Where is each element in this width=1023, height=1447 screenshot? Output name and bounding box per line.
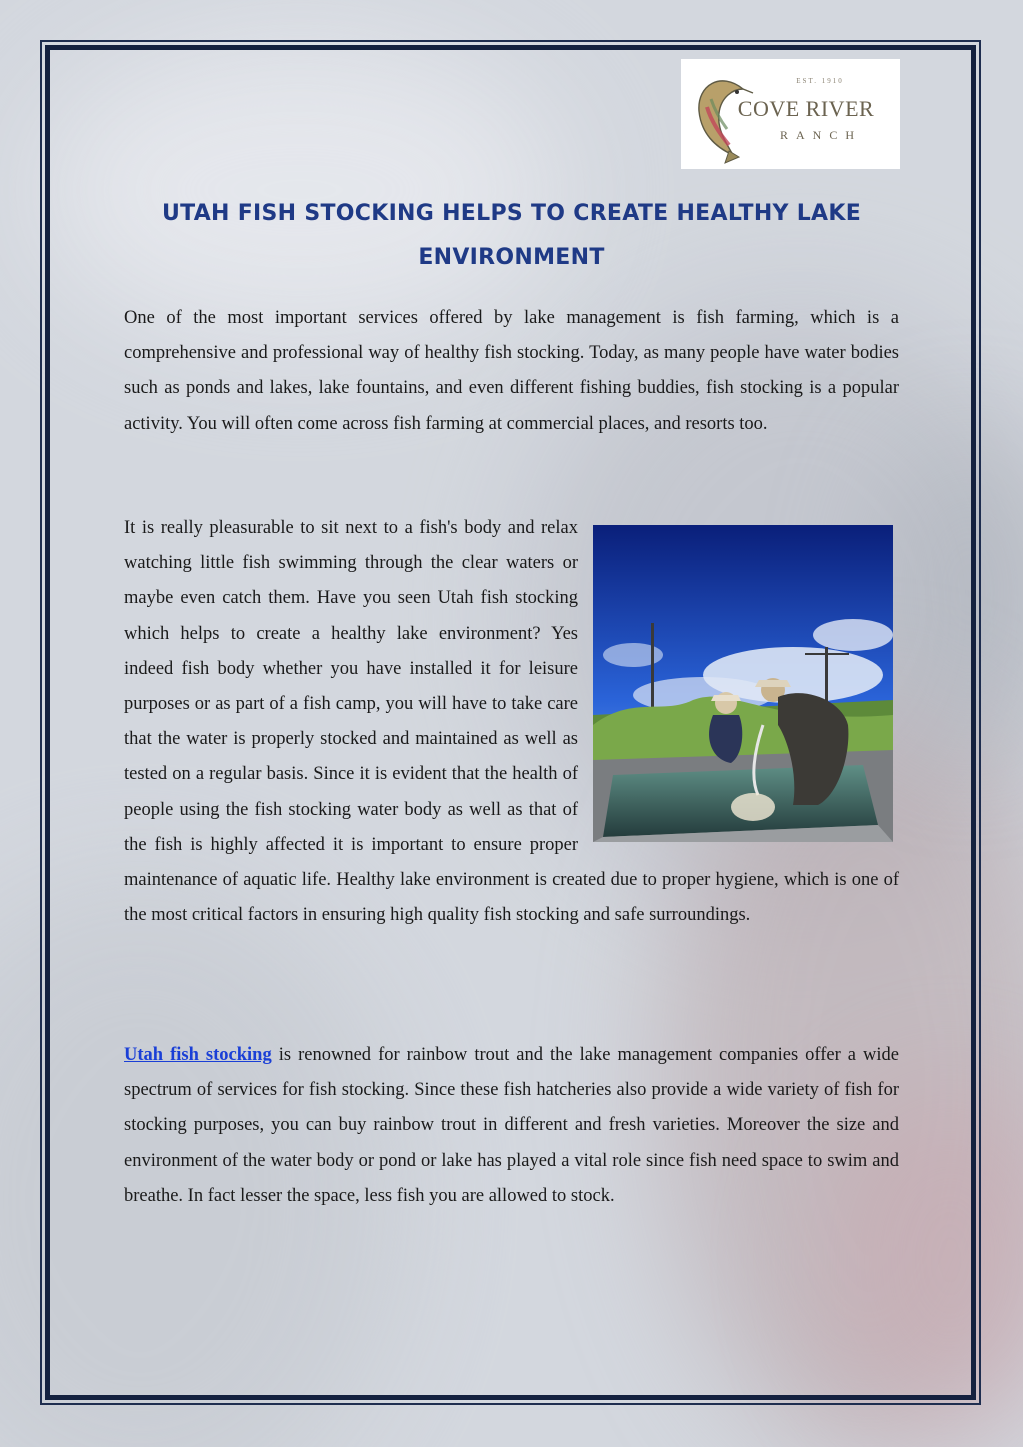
logo-brand-name: COVE RIVER xyxy=(737,96,875,121)
cove-river-ranch-logo xyxy=(681,59,900,169)
article-title: UTAH FISH STOCKING HELPS TO CREATE HEALTHY LAKE ENVIRONMENT xyxy=(161,201,862,270)
paragraph-rainbow-trout-text: is renowned for rainbow trout and the lake management companies offer a wide spectrum of services for fish stocking. Since these fish hatcheries also provide a wide variety of fish for stocking purposes, you can buy rainbow trout in different and fresh varieties. Moreover the size and environment of the water body or pond or lake has played a vital role since fish need space to swim and breathe. In fact lesser the space, less fish you are allowed to stock. xyxy=(124,1045,900,1206)
paragraph-intro: One of the most important services offered by lake management is fish farming, which is a comprehensive and professional way of healthy fish stocking. Today, as many people have water bodies such as ponds and lakes, lake fountains, and even different fishing buddies, fish stocking is a popular activity. You will often come across fish farming at commercial places, and resorts too. xyxy=(124,308,899,434)
paragraph-lake-environment xyxy=(124,511,899,933)
logo-established: EST. 1910 xyxy=(796,77,844,85)
paragraph-lake-environment-text: It is really pleasurable to sit next to a fish's body and relax watching little fish swimming through the clear waters or maybe even catch them. Have you seen Utah fish stocking which helps to create a healthy lake environment? Yes indeed fish body whether you have installed it for leisure purposes or as part of a fish camp, you will have to take care that the water is properly stocked and maintained as well as tested on a regular basis. Since it is evident that the health of people using the fish stocking water body as well as that of the fish is highly affected it is important to ensure proper maintenance of aquatic life. Healthy lake environment is created due to proper hygiene, which is one of the most critical factors in ensuring high quality fish stocking and safe surroundings. xyxy=(124,518,899,926)
paragraph-rainbow-trout xyxy=(124,1038,899,1214)
utah-fish-stocking-link[interactable]: Utah fish stocking xyxy=(124,1045,272,1065)
logo-subtitle: RANCH xyxy=(779,128,862,142)
fish-stocking-photo xyxy=(593,525,893,842)
